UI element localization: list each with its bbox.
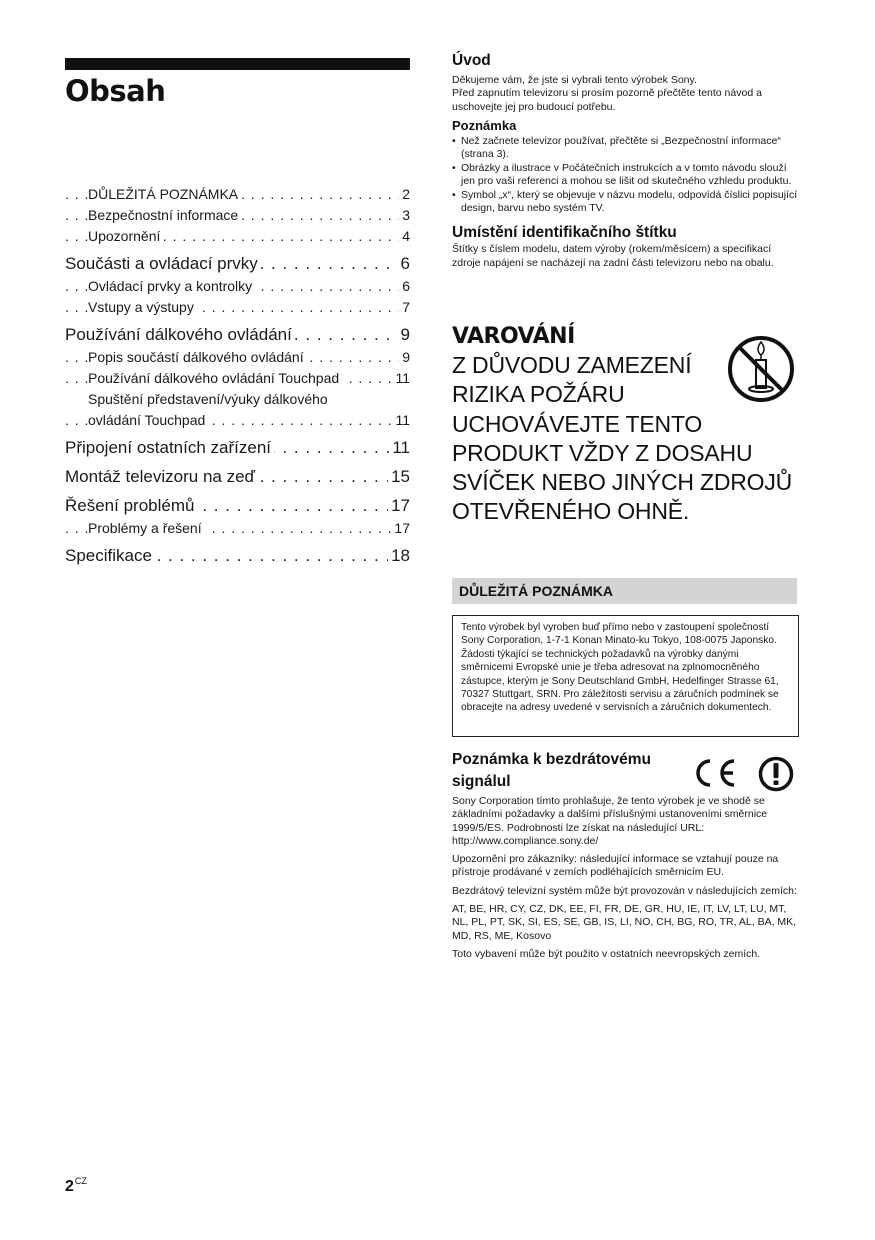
toc-entry[interactable]: Připojení ostatních zařízení 11 . . . bbox=[65, 436, 410, 460]
toc-entry[interactable]: Vstupy a výstupy 7 . . . bbox=[65, 297, 410, 318]
warning-line: SVÍČEK NEBO JINÝCH ZDROJŮ bbox=[452, 469, 793, 496]
warning-line: PRODUKT VŽDY Z DOSAHU bbox=[452, 439, 753, 466]
toc-entry[interactable]: Řešení problémů 17 . . . bbox=[65, 494, 410, 518]
warning-line: Z DŮVODU ZAMEZENÍ bbox=[452, 352, 692, 378]
toc-entry[interactable]: Používání dálkového ovládání Touchpad 11 . . . bbox=[65, 368, 410, 389]
warning-title: VAROVÁNÍ bbox=[452, 324, 575, 349]
fire-warning bbox=[452, 324, 802, 527]
wireless-text: Bezdrátový televizní systém může být provozován v následujících zemích: bbox=[452, 884, 797, 897]
intro-text: Děkujeme vám, že jste si vybrali tento výrobek Sony. bbox=[452, 73, 697, 86]
toc-entry[interactable]: DŮLEŽITÁ POZNÁMKA 2 . . . bbox=[65, 184, 410, 205]
label-text: Štítky s číslem modelu, datem výroby (rokem/měsícem) a specifikací zdroje napájení se nacházejí na zadní části televizoru nebo na obalu. bbox=[452, 243, 774, 269]
toc-entry[interactable]: Popis součástí dálkového ovládání 9 . . . bbox=[65, 347, 410, 368]
toc-entry[interactable]: Problémy a řešení 17 . . . bbox=[65, 518, 410, 539]
wireless-text: Sony Corporation tímto prohlašuje, že tento výrobek je ve shodě se základními požadavky a dalšími příslušnými ustanoveními směrnice 1999/5/ES. Podrobnosti lze získat na následující URL: http://www.compliance.sony.de/ bbox=[452, 795, 768, 847]
important-notice-box: Tento výrobek byl vyroben buď přímo nebo v zastoupení společností Sony Corporation, 1-7-1 Konan Minato-ku Tokyo, 108-0075 Japonsko. Žádosti týkající se technických požadavků na výrobky danými směrnicemi Evropské unie je třeba adresovat na zplnomocněného zástupce, kterým je Sony Deutschland GmbH, Hedelfinger Strasse 61, 70327 Stuttgart, SRN. Pro záležitosti servisu a záručních podmínek se obracejte na adresy uvedené v servisních a záručních dokumentech. bbox=[452, 615, 799, 737]
note-list bbox=[452, 135, 800, 216]
wireless-note-section bbox=[452, 749, 800, 966]
no-candle-icon bbox=[726, 334, 796, 404]
note-item: • Symbol „x“, který se objevuje v názvu modelu, odpovídá číslici popisující design, barvu nebo systém TV. bbox=[452, 189, 800, 216]
toc-entry[interactable]: Montáž televizoru na zeď 15 . . . bbox=[65, 465, 410, 489]
wireless-heading: Poznámka k bezdrátovému signálul bbox=[452, 751, 651, 790]
ce-mark-icon bbox=[688, 757, 740, 789]
note-item: • Obrázky a ilustrace v Počátečních instrukcích a v tomto návodu slouží jen pro vaši referenci a mohou se lišit od skutečného vzhledu produktu. bbox=[452, 162, 800, 189]
warning-line: UCHOVÁVEJTE TENTO bbox=[452, 410, 703, 437]
toc-entry[interactable]: Součásti a ovládací prvky 6 . . . bbox=[65, 252, 410, 276]
locale-suffix: CZ bbox=[74, 1176, 87, 1186]
wireless-text: Upozornění pro zákazníky: následující informace se vztahují pouze na přístroje prodávané v zemích podléhajících směrnicím EU. bbox=[452, 853, 779, 879]
warning-line: RIZIKA POŽÁRU bbox=[452, 381, 625, 408]
toc-entry[interactable]: Bezpečnostní informace 3 . . . bbox=[65, 205, 410, 226]
title-rule bbox=[65, 58, 410, 70]
note-heading: Poznámka bbox=[452, 118, 517, 133]
toc-entry-line[interactable]: Spuštění představení/výuky dálkového bbox=[88, 391, 328, 407]
intro-section bbox=[452, 54, 800, 270]
important-notice-heading: DŮLEŽITÁ POZNÁMKA bbox=[452, 578, 797, 604]
toc-title: Obsah bbox=[65, 74, 166, 108]
label-heading: Umístění identifikačního štítku bbox=[452, 223, 677, 241]
toc-entry[interactable]: Specifikace 18 . . . bbox=[65, 544, 410, 568]
toc-entry[interactable]: Upozornění 4 . . . bbox=[65, 226, 410, 247]
note-item: • Než začnete televizor používat, přečtěte si „Bezpečnostní informace“ (strana 3). bbox=[452, 135, 800, 162]
toc-entry[interactable]: Používání dálkového ovládání 9 . . . bbox=[65, 323, 410, 347]
toc-entry[interactable]: ovládání Touchpad 11 . . . bbox=[65, 410, 410, 431]
wireless-text: Toto vybavení může být použito v ostatních neevropských zemích. bbox=[452, 947, 761, 960]
country-list: AT, BE, HR, CY, CZ, DK, EE, FI, FR, DE, GR, HU, IE, IT, LV, LT, LU, MT, NL, PL, PT, SK, SI, ES, SE, GB, IS, LI, NO, CH, BG, RO, TR, AL, BA, MK, MD, RS, ME, Kosovo bbox=[452, 903, 797, 942]
warning-line: OTEVŘENÉHO OHNĚ. bbox=[452, 498, 690, 525]
toc-entry[interactable]: Ovládací prvky a kontrolky 6 . . . bbox=[65, 276, 410, 297]
intro-heading: Úvod bbox=[452, 52, 491, 69]
intro-text: Před zapnutím televizoru si prosím pozorně přečtěte tento návod a uschovejte jej pro budoucí potřebu. bbox=[452, 87, 762, 113]
table-of-contents bbox=[65, 184, 410, 568]
page-number: $2^{CZ}$ bbox=[65, 1176, 87, 1195]
alert-mark-icon bbox=[758, 756, 794, 792]
